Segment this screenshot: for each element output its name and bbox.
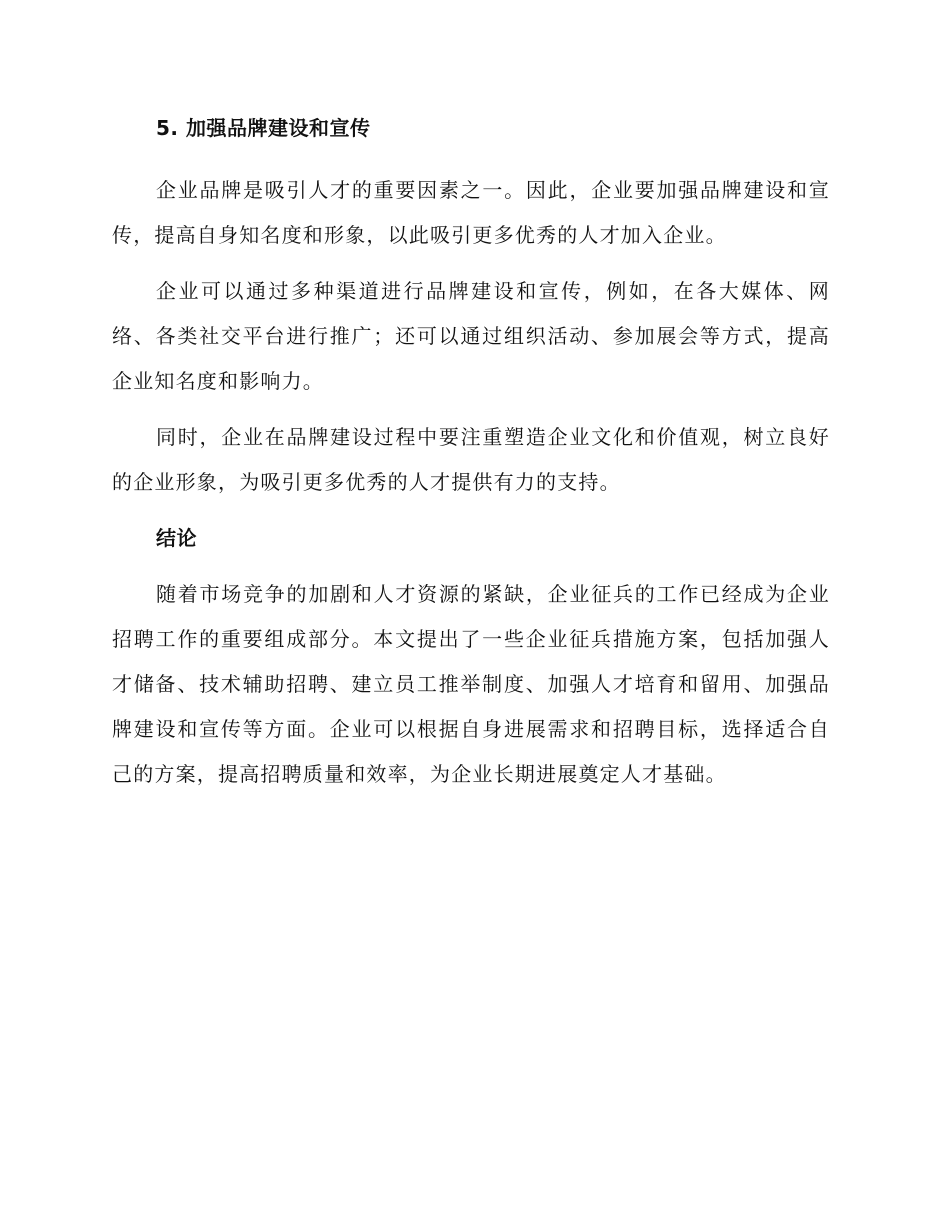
conclusion-heading: 结论 xyxy=(156,526,197,550)
paragraph: 随着市场竞争的加剧和人才资源的紧缺，企业征兵的工作已经成为企业招聘工作的重要组成部分。本文提出了一些企业征兵措施方案，包括加强人才储备、技术辅助招聘、建立员工推举制度、加强人才培育和留用、加强品牌建设和宣传等方面。企业可以根据自身进展需求和招聘目标，选择适合自己的方案，提高招聘质量和效率，为企业长期进展奠定人才基础。 xyxy=(112,582,830,786)
section-heading: 5. 加强品牌建设和宣传 xyxy=(156,116,371,140)
paragraph: 企业品牌是吸引人才的重要因素之一。因此，企业要加强品牌建设和宣传，提高自身知名度和形象，以此吸引更多优秀的人才加入企业。 xyxy=(112,178,830,247)
paragraph: 企业可以通过多种渠道进行品牌建设和宣传，例如，在各大媒体、网络、各类社交平台进行推广；还可以通过组织活动、参加展会等方式，提高企业知名度和影响力。 xyxy=(112,279,830,393)
paragraph: 同时，企业在品牌建设过程中要注重塑造企业文化和价值观，树立良好的企业形象，为吸引更多优秀的人才提供有力的支持。 xyxy=(112,425,830,494)
document-body xyxy=(112,108,830,808)
